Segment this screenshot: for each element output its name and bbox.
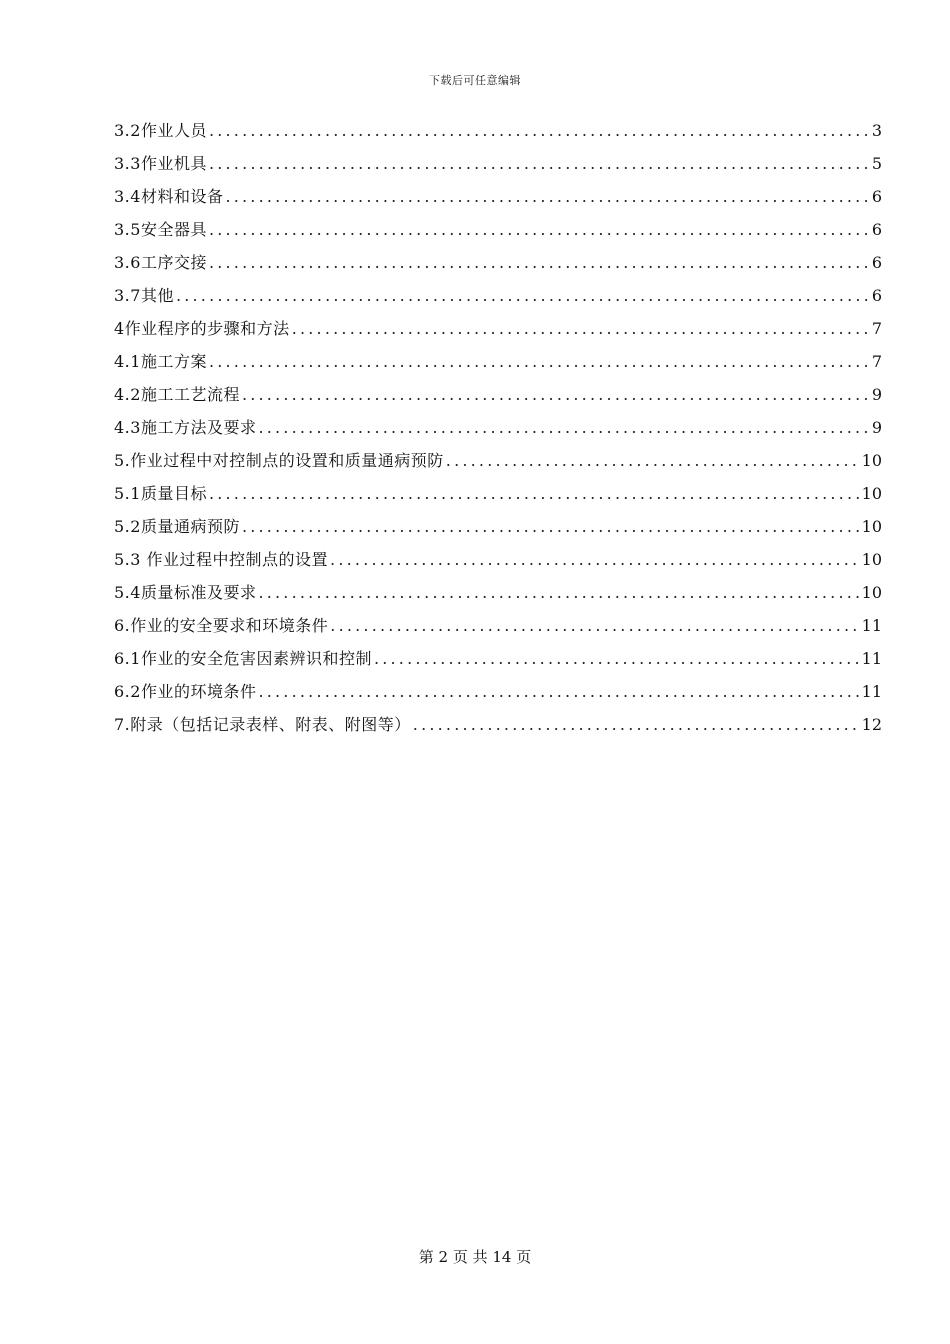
toc-entry-title: 3.4材料和设备	[114, 187, 224, 206]
toc-entry-page: 6	[871, 187, 882, 206]
toc-dot-leader	[209, 117, 870, 145]
page-header: 下载后可任意编辑	[429, 74, 521, 87]
toc-entry[interactable]	[114, 112, 882, 145]
toc-entry-title: 5.3 作业过程中控制点的设置	[114, 550, 329, 569]
toc-entry[interactable]	[114, 508, 882, 541]
toc-dot-leader	[209, 348, 870, 376]
toc-entry-page: 10	[861, 451, 882, 470]
toc-entry-title: 6.作业的安全要求和环境条件	[114, 616, 329, 635]
toc-dot-leader	[242, 513, 860, 541]
toc-entry-page: 3	[871, 121, 882, 140]
toc-entry-title: 3.5安全器具	[114, 220, 207, 239]
toc-dot-leader	[242, 381, 870, 409]
toc-entry[interactable]	[114, 145, 882, 178]
toc-entry-title: 6.2作业的环境条件	[114, 682, 257, 701]
toc-entry[interactable]	[114, 541, 882, 574]
toc-entry[interactable]	[114, 442, 882, 475]
toc-entry-page: 9	[871, 385, 882, 404]
toc-dot-leader	[292, 315, 870, 343]
toc-entry[interactable]	[114, 376, 882, 409]
toc-dot-leader	[209, 249, 870, 277]
toc-entry[interactable]	[114, 409, 882, 442]
toc-entry-page: 12	[861, 715, 882, 734]
toc-dot-leader	[258, 678, 859, 706]
toc-entry-page: 10	[861, 550, 882, 569]
toc-entry-title: 4.3施工方法及要求	[114, 418, 257, 437]
toc-entry-page: 11	[861, 649, 882, 668]
toc-entry-title: 4.1施工方案	[114, 352, 207, 371]
toc-dot-leader	[330, 546, 860, 574]
toc-entry-page: 7	[871, 352, 882, 371]
toc-entry[interactable]	[114, 244, 882, 277]
toc-dot-leader	[225, 183, 869, 211]
toc-entry-title: 5.作业过程中对控制点的设置和质量通病预防	[114, 451, 444, 470]
toc-entry-page: 10	[861, 484, 882, 503]
toc-dot-leader	[446, 447, 860, 475]
toc-entry-page: 11	[861, 682, 882, 701]
toc-entry-page: 10	[861, 583, 882, 602]
toc-dot-leader	[209, 216, 870, 244]
toc-dot-leader	[258, 579, 859, 607]
toc-entry-page: 6	[871, 286, 882, 305]
toc-entry[interactable]	[114, 673, 882, 706]
toc-entry-title: 3.6工序交接	[114, 253, 207, 272]
toc-dot-leader	[209, 480, 860, 508]
toc-entry[interactable]	[114, 211, 882, 244]
toc-entry-page: 10	[861, 517, 882, 536]
toc-entry-title: 3.7其他	[114, 286, 174, 305]
page-footer: 第 2 页 共 14 页	[418, 1248, 532, 1266]
toc-dot-leader	[374, 645, 860, 673]
toc-entry[interactable]	[114, 277, 882, 310]
toc-entry-title: 5.2质量通病预防	[114, 517, 240, 536]
toc-entry-title: 4作业程序的步骤和方法	[114, 319, 290, 338]
toc-entry-page: 6	[871, 253, 882, 272]
toc-dot-leader	[176, 282, 870, 310]
toc-entry[interactable]	[114, 178, 882, 211]
toc-entry-page: 11	[861, 616, 882, 635]
toc-entry[interactable]	[114, 310, 882, 343]
toc-entry[interactable]	[114, 640, 882, 673]
toc-entry[interactable]	[114, 607, 882, 640]
toc-dot-leader	[258, 414, 869, 442]
toc-entry-title: 4.2施工工艺流程	[114, 385, 240, 404]
toc-entry[interactable]	[114, 706, 882, 739]
toc-entry-title: 5.4质量标准及要求	[114, 583, 257, 602]
toc-entry-page: 7	[871, 319, 882, 338]
table-of-contents	[114, 112, 882, 739]
toc-entry[interactable]	[114, 574, 882, 607]
toc-dot-leader	[209, 150, 870, 178]
toc-entry[interactable]	[114, 343, 882, 376]
toc-entry-title: 3.3作业机具	[114, 154, 207, 173]
toc-entry-title: 6.1作业的安全危害因素辨识和控制	[114, 649, 372, 668]
toc-entry-page: 9	[871, 418, 882, 437]
toc-entry-title: 3.2作业人员	[114, 121, 207, 140]
toc-dot-leader	[413, 711, 860, 739]
toc-entry-title: 5.1质量目标	[114, 484, 207, 503]
toc-entry-page: 6	[871, 220, 882, 239]
toc-entry[interactable]	[114, 475, 882, 508]
toc-entry-page: 5	[871, 154, 882, 173]
toc-dot-leader	[330, 612, 859, 640]
toc-entry-title: 7.附录（包括记录表样、附表、附图等）	[114, 715, 411, 734]
